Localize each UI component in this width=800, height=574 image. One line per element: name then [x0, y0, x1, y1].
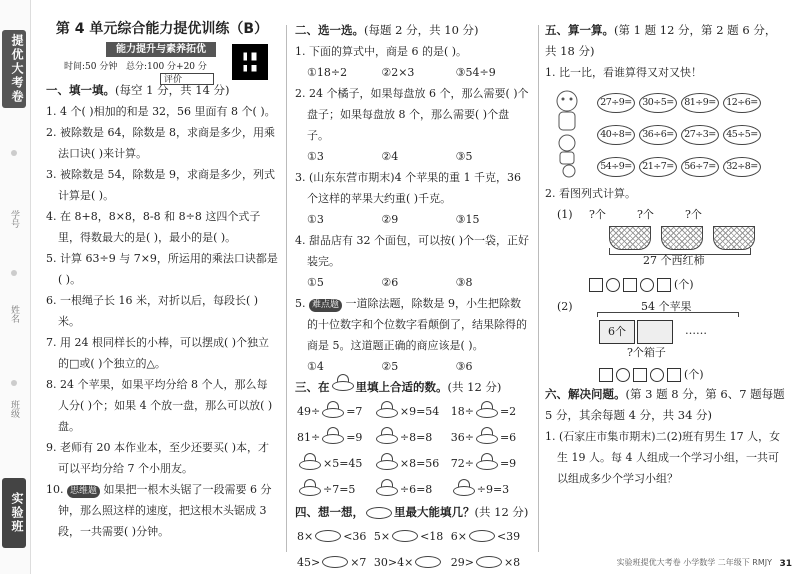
expression-balloon: 21÷7= — [639, 157, 677, 177]
evaluation-box: 评价 — [160, 73, 214, 85]
question: 1. 比一比，看谁算得又对又快！ — [545, 66, 702, 79]
page-number: 31 — [779, 559, 792, 569]
total-label: 27 个西红柿 — [643, 254, 705, 267]
total-label: 54 个苹果 — [641, 300, 692, 313]
section-title-fill: 一、填一填。(每空 1 分，共 14 分) — [46, 83, 230, 97]
expression-balloon: 27÷9= — [597, 93, 635, 113]
oval-icon — [315, 530, 341, 542]
total-score: 总分:100 分+20 分 — [125, 62, 207, 72]
expression-balloon: 45÷5= — [723, 125, 761, 145]
binding-label-id: 学号 — [9, 210, 19, 228]
question: 8. 24 个苹果，如果平均分给 8 个人，那么每人分( )个；如果 4 个放一盘，那么可以放( )盘。 — [46, 378, 273, 433]
time-limit: 时间:50 分钟 — [64, 62, 118, 72]
expression-balloon: 56÷7= — [681, 157, 719, 177]
options: ①5 ②6 ③8 — [307, 276, 473, 289]
sub-label: (1) — [557, 208, 573, 221]
expression-balloon: 81÷9= — [681, 93, 719, 113]
question: 6. 一根绳子长 16 米，对折以后，每段长( )米。 — [46, 294, 259, 328]
bell-icon — [299, 457, 321, 470]
options: ①4 ②5 ③6 — [307, 360, 473, 373]
expression-balloon: 32÷8= — [723, 157, 761, 177]
binding-label-name: 姓名 — [9, 305, 19, 323]
bell-icon — [322, 431, 344, 444]
bell-icon — [453, 483, 475, 496]
question: 5. 难点题 一道除法题，除数是 9，小生把除数的十位数字和个位数字看颠倒了，结果除得的商是 5。这道题正确的商应该是( )。 — [295, 297, 527, 352]
question: 3. (山东东营市期末)4 个苹果的重 1 千克，36 个这样的苹果大约重( )千克。 — [295, 171, 522, 205]
expression-balloon: 36÷6= — [639, 125, 677, 145]
question: 4. 在 8+8，8×8，8-8 和 8÷8 这四个式子里，得数最大的是( )，最小的是( )。 — [46, 210, 261, 244]
page-title: 第 4 单元综合能力提优训练（B） — [55, 21, 269, 37]
equation-boxes: (个) — [599, 364, 704, 385]
bell-icon — [376, 405, 398, 418]
basket-icon — [713, 226, 755, 250]
expression-balloon: 40÷8= — [597, 125, 635, 145]
cartoon-characters-icon — [547, 87, 587, 183]
question: 7. 用 24 根同样长的小棒，可以摆成( )个独立的□或( )个独立的△。 — [46, 336, 270, 370]
unknown-label: ?个箱子 — [627, 346, 666, 359]
expression-balloon: 12÷6= — [723, 93, 761, 113]
column-right — [545, 20, 785, 554]
picture-problem-1 — [545, 204, 785, 296]
question: 2. 被除数是 64，除数是 8，求商是多少，用乘法口诀( )来计算。 — [46, 126, 275, 160]
section-title-solve: 六、解决问题。(第 3 题 8 分，第 6、7 题每题 5 分，其余每题 4 分，共 34 分) — [545, 387, 785, 422]
section-title-bells: 三、在 里填上合适的数。(共 12 分) — [295, 380, 502, 394]
options: ①18÷2 ②2×3 ③54÷9 — [307, 66, 496, 79]
oval-grid: 8× <36 5× <18 6× <39 45> ×7 30>4× 29> ×8 — [297, 529, 521, 569]
box-icon: 6个 — [599, 320, 635, 344]
section-title-choice: 二、选一选。(每题 2 分，共 10 分) — [295, 23, 479, 37]
bell-icon — [476, 457, 498, 470]
bell-icon — [476, 405, 498, 418]
brace — [597, 312, 739, 317]
expression-balloon: 30÷5= — [639, 93, 677, 113]
binding-strip — [0, 0, 31, 574]
subtitle-tag: 能力提升与素养拓优 — [106, 42, 216, 57]
column-divider — [286, 25, 287, 552]
question: 5. 计算 63÷9 与 7×9，所运用的乘法口诀都是( )。 — [46, 252, 278, 286]
options: ①3 ②9 ③15 — [307, 213, 480, 226]
brand-label-top: 提优大考卷 — [2, 30, 26, 108]
sub-label: (2) — [557, 300, 573, 313]
qr-code-icon — [232, 44, 268, 80]
basket-icon — [661, 226, 703, 250]
bell-icon — [299, 483, 321, 496]
question: 1. 4 个( )相加的和是 32，56 里面有 8 个( )。 — [46, 105, 276, 118]
header-meta — [46, 40, 278, 85]
oval-icon — [322, 556, 348, 568]
expression-balloon: 27÷3= — [681, 125, 719, 145]
oval-icon — [476, 556, 502, 568]
equation-boxes: (个) — [589, 274, 694, 295]
bell-icon — [376, 483, 398, 496]
difficulty-tag: 难点题 — [309, 299, 342, 312]
column-middle — [295, 20, 530, 569]
ellipsis: …… — [685, 324, 707, 337]
options: ①3 ②4 ③5 — [307, 150, 473, 163]
balloon-grid — [597, 87, 785, 183]
section-title-max: 四、想一想， 里最大能填几？(共 12 分) — [295, 505, 529, 519]
question: 1. 下面的算式中，商是 6 的是( )。 — [295, 45, 468, 58]
bell-icon — [322, 405, 344, 418]
time-score — [64, 61, 207, 73]
question: 9. 老师有 20 本作业本，至少还要买( )本，才可以平均分给 7 个小朋友。 — [46, 441, 270, 475]
basket-icon — [609, 226, 651, 250]
column-divider — [538, 25, 539, 552]
question: 2. 看图列式计算。 — [545, 187, 636, 200]
question: 3. 被除数是 54，除数是 9，求商是多少，列式计算是( )。 — [46, 168, 275, 202]
bell-icon — [332, 378, 354, 391]
oval-icon — [392, 530, 418, 542]
bell-icon — [376, 457, 398, 470]
question: 1. (石家庄市集市期末)二(2)班有男生 17 人，女生 19 人。每 4 人组成一个学习小组，一共可以组成多少个学习小组？ — [545, 430, 781, 485]
binding-hole — [11, 380, 17, 386]
question: 4. 甜品店有 32 个面包，可以按( )个一袋，正好装完。 — [295, 234, 530, 268]
thinking-tag: 思维题 — [67, 485, 100, 498]
section-title-calc: 五、算一算。(第 1 题 12 分，第 2 题 6 分，共 18 分) — [545, 23, 777, 58]
bell-icon — [476, 431, 498, 444]
unknown-label: ?个 — [637, 208, 654, 221]
binding-hole — [11, 150, 17, 156]
unknown-label: ?个 — [685, 208, 702, 221]
picture-problem-2 — [545, 296, 785, 381]
oval-icon — [469, 530, 495, 542]
basket-row — [609, 226, 755, 250]
question: 2. 24 个橘子，如果每盘放 6 个，那么需要( )个盘子；如果每盘放 8 个，那么需要( )个盘子。 — [295, 87, 529, 142]
column-left — [46, 20, 278, 554]
bell-grid: 49÷ =7 ×9=54 18÷ =2 81÷ =9 ÷8=8 36÷ =6 ×5=45 ×8=56 72÷ =9 ÷7=5 ÷6=8 ÷9=3 — [297, 404, 517, 496]
question: 10. 思维题 如果把一根木头锯了一段需要 6 分钟，那么照这样的速度，把这根木头锯成 3 段，一共需要( )分钟。 — [46, 483, 272, 538]
binding-label-class: 班级 — [9, 400, 19, 418]
binding-hole — [11, 270, 17, 276]
oval-icon — [415, 556, 441, 568]
box-icon — [637, 320, 673, 344]
unknown-label: ?个 — [589, 208, 606, 221]
oval-icon — [366, 507, 392, 519]
footer-text: 实验班提优大考卷 小学数学 二年级下 RMJY — [616, 558, 772, 567]
bell-icon — [376, 431, 398, 444]
expression-balloon: 54÷9= — [597, 157, 635, 177]
brand-label-bottom: 实验班 — [2, 478, 26, 548]
